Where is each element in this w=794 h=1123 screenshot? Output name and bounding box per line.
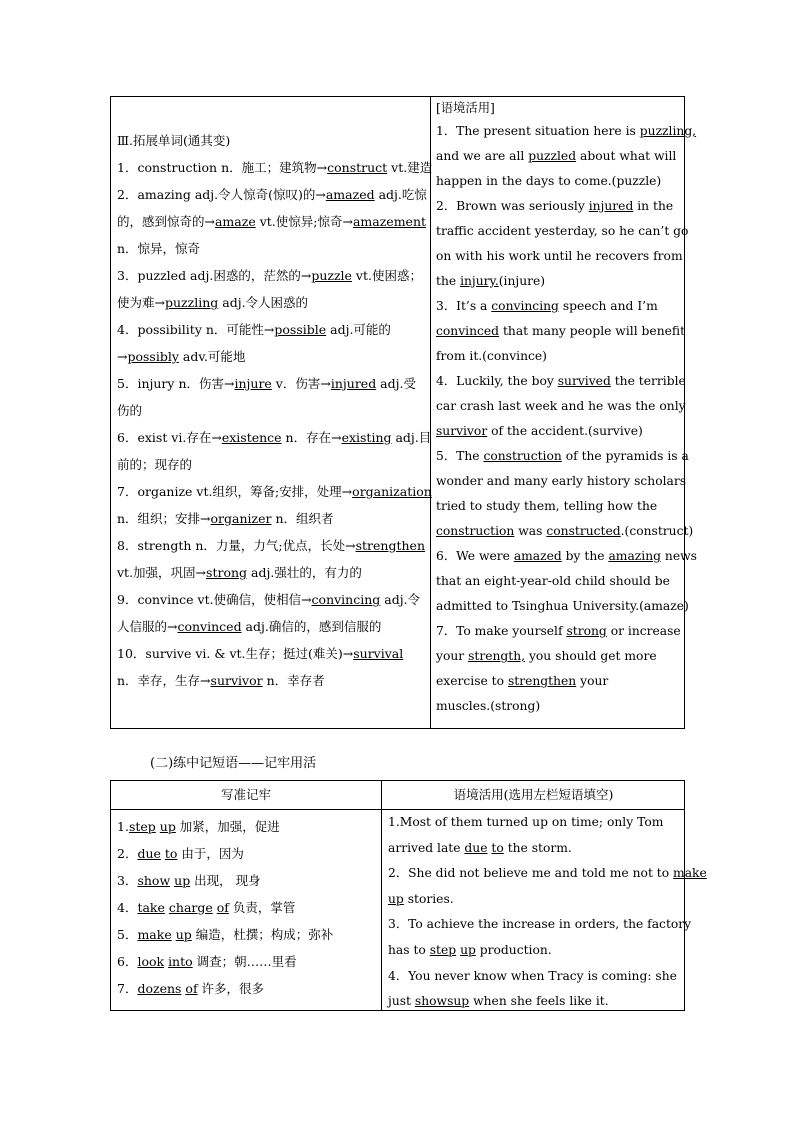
sentence-line	[436, 369, 686, 394]
sentence-line	[436, 544, 697, 569]
expand-words-heading: Ⅲ.拓展单词(通其变)	[117, 133, 231, 148]
word-line	[117, 613, 426, 640]
word-line	[117, 424, 432, 451]
text-segment: .(construct)	[620, 524, 694, 538]
text-segment: wonder and many early history scholars	[436, 474, 687, 488]
answer-blank: injured	[330, 376, 377, 391]
sentence-line	[436, 469, 687, 494]
text-segment: arrived late	[388, 840, 465, 855]
text-segment: 负责，掌管	[228, 900, 296, 915]
sentence-line	[388, 887, 682, 913]
text-segment: 3．To achieve the increase in orders, the factory	[388, 917, 692, 932]
phrase-line	[117, 948, 377, 975]
text-segment: the	[436, 274, 461, 288]
answer-blank: strength,	[468, 649, 526, 663]
answer-blank: convinced	[436, 324, 500, 338]
text-segment: adj.令人困惑的	[218, 295, 309, 310]
answer-blank: due	[137, 846, 161, 861]
text-segment: 10．survive vi. & vt.生存；挺过(难关)→	[117, 646, 354, 661]
text-segment: 4．You never know when Tracy is coming: she	[388, 968, 677, 983]
sentence-line	[436, 144, 679, 169]
sentence-line	[436, 619, 679, 644]
sentence-line	[388, 810, 682, 836]
text-segment: 5．The	[436, 449, 484, 463]
word-line	[117, 316, 426, 343]
answer-blank: construction	[436, 524, 515, 538]
sentence-line	[388, 836, 682, 862]
answer-blank: up	[453, 994, 470, 1009]
answer-blank: amazing	[608, 549, 661, 563]
word-line	[117, 370, 426, 397]
answer-blank: construction	[483, 449, 562, 463]
text-segment: or increase	[606, 624, 681, 638]
answer-blank: puzzling,	[639, 124, 697, 138]
text-segment: 1．The present situation here is	[436, 124, 640, 138]
text-segment: 4．possibility n．可能性→	[117, 322, 275, 337]
text-segment: 1.	[117, 819, 129, 834]
word-line	[117, 289, 426, 316]
text-segment: of the pyramids is a	[561, 449, 689, 463]
sentence-line	[436, 244, 683, 269]
answer-blank: due	[464, 840, 488, 855]
phrase-line	[117, 975, 377, 1002]
answer-blank: up	[174, 873, 191, 888]
sentence-line	[436, 644, 679, 669]
answer-blank: to	[164, 846, 178, 861]
answer-blank: existence	[221, 430, 282, 445]
text-segment: from it.(convince)	[436, 349, 547, 363]
answer-blank: puzzling	[164, 295, 219, 310]
sentences-list	[388, 810, 707, 1015]
text-segment: 许多，很多	[197, 981, 265, 996]
context-use-list	[436, 119, 697, 719]
word-line	[117, 397, 426, 424]
text-segment: 调查；朝……里看	[192, 954, 297, 969]
text-segment: 伤的	[117, 403, 143, 418]
word-line	[117, 559, 426, 586]
text-segment: just	[388, 994, 415, 1009]
answer-blank: charge	[168, 900, 213, 915]
phrase-line	[117, 813, 377, 840]
answer-blank: up	[159, 819, 176, 834]
answer-blank: injured	[588, 199, 634, 213]
answer-blank: show	[137, 873, 171, 888]
text-segment: happen in the days to come.(puzzle)	[436, 174, 662, 188]
answer-blank: step	[429, 942, 457, 957]
sentence-line	[436, 294, 679, 319]
text-segment: n．存在→	[281, 430, 342, 445]
sentence-line	[436, 344, 679, 369]
answer-blank: strong	[206, 565, 248, 580]
word-line	[117, 586, 426, 613]
text-segment: n．幸存者	[262, 673, 325, 688]
answer-blank: construct	[327, 160, 388, 175]
text-segment: 3．	[117, 873, 138, 888]
answer-blank: survivor	[210, 673, 263, 688]
text-segment: about what will	[576, 149, 677, 163]
text-segment: →	[117, 349, 128, 364]
answer-blank: step	[128, 819, 156, 834]
text-segment: adj.吃惊	[374, 187, 427, 202]
text-segment: 出现， 现身	[190, 873, 261, 888]
vocabulary-table	[110, 96, 697, 729]
text-segment: your	[576, 674, 609, 688]
text-segment: adj.可能的	[326, 322, 391, 337]
sentence-line	[436, 494, 679, 519]
answer-blank: convincing	[311, 592, 381, 607]
text-segment: was	[514, 524, 547, 538]
answer-blank: strengthen	[507, 674, 577, 688]
answer-blank: puzzle	[311, 268, 352, 283]
sentence-line	[436, 394, 686, 419]
text-segment: production.	[475, 942, 552, 957]
answer-blank: organization	[352, 484, 432, 499]
sentence-line	[436, 444, 689, 469]
sentence-line	[388, 912, 692, 938]
sentence-line	[436, 219, 689, 244]
phrases-table	[110, 780, 707, 1011]
text-segment: 5．injury n．伤害→	[117, 376, 235, 391]
text-segment: has to	[388, 942, 430, 957]
sentence-line	[436, 594, 689, 619]
phrase-line	[117, 921, 377, 948]
text-segment: 4．	[117, 900, 138, 915]
answer-blank: puzzled	[528, 149, 577, 163]
sentence-line	[436, 519, 694, 544]
word-line	[117, 208, 426, 235]
answer-blank: amazement	[352, 214, 427, 229]
answer-blank: possible	[274, 322, 327, 337]
text-segment: 7．	[117, 981, 138, 996]
text-segment: 9．convince vt.使确信，使相信→	[117, 592, 312, 607]
context-header: 语境活用(选用左栏短语填空)	[453, 787, 614, 802]
expand-words-list	[117, 154, 433, 694]
answer-blank: up	[460, 942, 476, 957]
text-segment: in the	[633, 199, 674, 213]
text-segment: 4．Luckily, the boy	[436, 374, 558, 388]
text-segment: adj.强壮的，有力的	[247, 565, 362, 580]
text-segment: n．组织；安排→	[117, 511, 211, 526]
text-segment: the terrible	[610, 374, 686, 388]
answer-blank: look	[137, 954, 165, 969]
text-segment: exercise to	[436, 674, 508, 688]
text-segment: 6．We were	[436, 549, 514, 563]
text-segment: n．组织者	[271, 511, 334, 526]
answer-blank: into	[168, 954, 193, 969]
sentence-line	[436, 269, 679, 294]
answer-blank: strong	[566, 624, 607, 638]
answer-blank: survived	[557, 374, 611, 388]
text-segment: 1.Most of them turned up on time; only Tom	[388, 815, 664, 829]
answer-blank: strengthen	[355, 538, 425, 553]
text-segment: 3．puzzled adj.困惑的，茫然的→	[117, 268, 312, 283]
sentence-line	[436, 569, 679, 594]
text-segment: adv.可能地	[178, 349, 246, 364]
context-use-heading: [语境活用]	[436, 101, 495, 115]
word-line	[117, 478, 432, 505]
word-line	[117, 262, 426, 289]
text-segment: adj.令	[380, 592, 421, 607]
text-segment: 5．	[117, 927, 138, 942]
text-segment: n．幸存，生存→	[117, 673, 211, 688]
text-segment: 加紧，加强，促进	[175, 819, 280, 834]
text-segment: admitted to Tsinghua University.(amaze)	[436, 599, 689, 613]
phrases-header: 写准记牢	[220, 787, 271, 802]
word-line	[117, 505, 426, 532]
answer-blank: survivor	[436, 424, 488, 438]
sentence-line	[388, 861, 707, 887]
expand-words-column	[111, 97, 433, 694]
text-segment: vt.建造	[387, 160, 433, 175]
text-segment: that an eight-year-old child should be	[436, 574, 670, 588]
text-segment: 8．strength n．力量，力气;优点，长处→	[117, 538, 356, 553]
text-segment: 由于，因为	[177, 846, 244, 861]
answer-blank: take	[137, 900, 165, 915]
text-segment: 前的；现存的	[117, 457, 193, 472]
context-use-column	[431, 97, 697, 719]
text-segment: your	[436, 649, 469, 663]
answer-blank: injury.	[460, 274, 499, 288]
phrases-list	[117, 813, 377, 1002]
text-segment: vt.使惊异;惊奇→	[255, 214, 353, 229]
text-segment: that many people will benefit	[499, 324, 686, 338]
text-segment: 的，感到惊奇的→	[117, 214, 215, 229]
word-line	[117, 181, 426, 208]
text-segment: speech and I’m	[558, 299, 658, 313]
phrase-line	[117, 867, 377, 894]
answer-blank: constructed	[546, 524, 621, 538]
sentence-line	[436, 694, 679, 719]
answer-blank: survival	[353, 646, 404, 661]
text-segment: 人信服的→	[117, 619, 178, 634]
sentence-line	[436, 194, 679, 219]
answer-blank: make	[673, 866, 707, 881]
text-segment: 6．	[117, 954, 138, 969]
text-segment: adj.目	[391, 430, 432, 445]
sentence-line	[436, 319, 686, 344]
text-segment: (injure)	[498, 274, 546, 288]
text-segment: v．伤害→	[271, 376, 331, 391]
word-line	[117, 235, 426, 262]
answer-blank: possibly	[127, 349, 179, 364]
text-segment: 6．exist vi.存在→	[117, 430, 222, 445]
text-segment: 7．To make yourself	[436, 624, 567, 638]
text-segment: traffic accident yesterday, so he can’t go	[436, 224, 689, 238]
word-line	[117, 532, 426, 559]
text-segment: 1．construction	[117, 160, 222, 175]
sentence-line	[436, 419, 679, 444]
text-segment: muscles.(strong)	[436, 699, 541, 713]
sentence-line	[388, 989, 682, 1015]
answer-blank: make	[137, 927, 172, 942]
text-segment: when she feels like it.	[469, 994, 609, 1009]
text-segment: adj.受	[376, 376, 416, 391]
text-segment: ．施工；建筑物→	[229, 160, 328, 175]
text-segment: vt.使困惑；	[351, 268, 422, 283]
text-segment: tried to study them, telling how the	[436, 499, 658, 513]
sentence-line	[436, 169, 679, 194]
word-line	[117, 154, 433, 181]
answer-blank: of	[216, 900, 229, 915]
text-segment: you should get more	[525, 649, 657, 663]
word-line	[117, 343, 426, 370]
sentence-line	[436, 119, 697, 144]
text-segment: vt.加强，巩固→	[117, 565, 207, 580]
answer-blank: amazed	[325, 187, 375, 202]
answer-blank: to	[491, 840, 504, 855]
answer-blank: organizer	[210, 511, 272, 526]
answer-blank: shows	[414, 994, 454, 1009]
sentence-line	[388, 964, 682, 990]
answer-blank: of	[185, 981, 198, 996]
answer-blank: amazed	[513, 549, 562, 563]
text-segment: 2．She did not believe me and told me not to	[388, 866, 674, 881]
text-segment: 使为难→	[117, 295, 165, 310]
text-segment: stories.	[403, 891, 454, 906]
text-segment: and we are all	[436, 149, 529, 163]
phrase-line	[117, 840, 377, 867]
text-segment: news	[660, 549, 697, 563]
sentence-line	[388, 938, 682, 964]
column-divider	[381, 781, 382, 1010]
word-line	[117, 451, 426, 478]
text-segment: 2．Brown was seriously	[436, 199, 589, 213]
answer-blank: up	[388, 891, 404, 906]
section-title: (二)练中记短语——记牢用活	[150, 756, 317, 771]
answer-blank: injure	[234, 376, 272, 391]
word-line	[117, 667, 426, 694]
text-segment: the storm.	[503, 840, 572, 855]
answer-blank: convincing	[491, 299, 559, 313]
text-segment: 3．It’s a	[436, 299, 492, 313]
text-segment: 7．organize vt.组织，筹备;安排，处理→	[117, 484, 353, 499]
text-segment: n．惊异，惊奇	[117, 241, 201, 256]
text-segment: by the	[561, 549, 609, 563]
answer-blank: convinced	[177, 619, 242, 634]
word-line	[117, 640, 426, 667]
text-segment: 编造，杜撰；构成；弥补	[191, 927, 334, 942]
text-segment: 2．amazing adj.令人惊奇(惊叹)的→	[117, 187, 326, 202]
answer-blank: existing	[341, 430, 392, 445]
text-segment: car crash last week and he was the only	[436, 399, 686, 413]
phrase-line	[117, 894, 377, 921]
text-segment: on with his work until he recovers from	[436, 249, 683, 263]
answer-blank: amaze	[214, 214, 256, 229]
answer-blank: dozens	[137, 981, 182, 996]
text-segment: adj.确信的，感到信服的	[241, 619, 382, 634]
text-segment: 2．	[117, 846, 138, 861]
text-segment: n	[221, 160, 230, 175]
sentence-line	[436, 669, 679, 694]
answer-blank: up	[175, 927, 192, 942]
text-segment: of the accident.(survive)	[487, 424, 643, 438]
